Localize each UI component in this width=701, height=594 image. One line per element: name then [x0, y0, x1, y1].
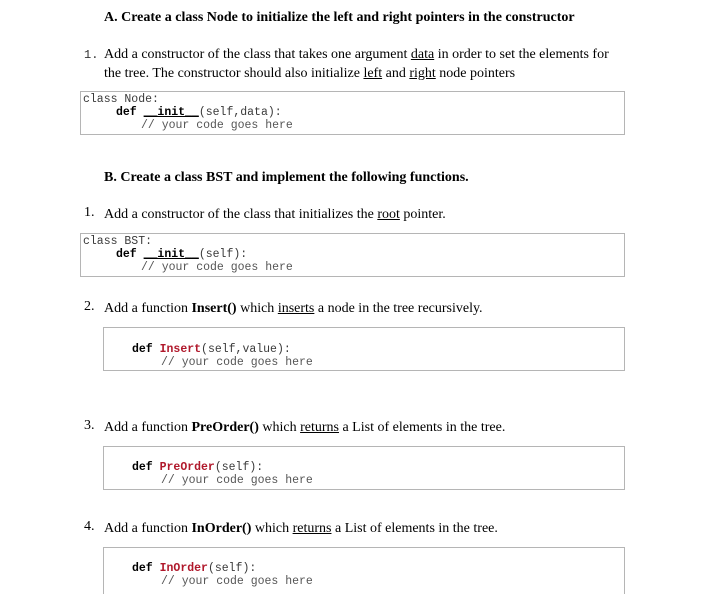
list-item-text: [104, 45, 624, 83]
text: Add a function: [104, 301, 192, 316]
underlined-term: inserts: [277, 301, 315, 316]
function-ref: PreOrder(): [191, 420, 259, 435]
code-block: [103, 327, 625, 371]
code-args: (self):: [214, 461, 264, 474]
text: which: [258, 420, 301, 435]
text: a node in the tree recursively.: [314, 301, 483, 316]
code-line: class BST:: [83, 235, 153, 248]
code-block: [80, 233, 625, 277]
function-name: __init__: [143, 106, 199, 119]
function-name: Insert: [159, 343, 202, 356]
text: a List of elements in the tree.: [331, 521, 498, 536]
function-name: InOrder: [159, 562, 208, 575]
text: Add a function: [104, 521, 192, 536]
code-block: [103, 547, 625, 594]
text: and: [382, 66, 410, 81]
code-comment: // your code goes here: [161, 575, 313, 588]
function-ref: InOrder(): [191, 521, 252, 536]
list-number: 1.: [84, 205, 95, 220]
keyword: def: [132, 461, 153, 474]
code-line: [116, 248, 247, 261]
text: in order to set the elements for the tree. The constructor should also initialize: [104, 47, 609, 81]
keyword: def: [116, 106, 137, 119]
underlined-term: returns: [300, 420, 339, 435]
code-line: class Node:: [83, 93, 159, 106]
keyword: def: [132, 343, 153, 356]
list-number: 3.: [84, 418, 95, 433]
code-line: [132, 343, 291, 356]
list-item-text: [104, 519, 498, 538]
code-line: [132, 562, 256, 575]
list-item-text: [104, 205, 446, 224]
section-b-heading: B. Create a class BST and implement the following functions.: [104, 170, 469, 185]
function-name: __init__: [143, 248, 199, 261]
code-args: (self,data):: [198, 106, 282, 119]
underlined-term: root: [377, 207, 400, 222]
code-line: [132, 461, 263, 474]
list-number: 2.: [84, 299, 95, 314]
text: pointer.: [399, 207, 446, 222]
text: Add a function: [104, 420, 192, 435]
code-block: [103, 446, 625, 490]
section-a-heading: A. Create a class Node to initialize the left and right pointers in the constructor: [104, 10, 575, 25]
keyword: def: [132, 562, 153, 575]
code-comment: // your code goes here: [141, 261, 293, 274]
underlined-term: data: [410, 47, 435, 62]
text: Add a constructor of the class that initializes the: [104, 207, 378, 222]
code-args: (self):: [198, 248, 248, 261]
list-item-text: [104, 418, 505, 437]
code-comment: // your code goes here: [161, 356, 313, 369]
underlined-term: right: [409, 66, 436, 81]
text: which: [251, 521, 293, 536]
text: which: [236, 301, 278, 316]
text: node pointers: [435, 66, 516, 81]
text: a List of elements in the tree.: [338, 420, 506, 435]
underlined-term: returns: [292, 521, 332, 536]
code-comment: // your code goes here: [161, 474, 313, 487]
underlined-term: left: [363, 66, 383, 81]
text: Add a constructor of the class that takes one argument: [104, 47, 411, 62]
code-line: [116, 106, 282, 119]
code-args: (self):: [207, 562, 257, 575]
code-comment: // your code goes here: [141, 119, 293, 132]
code-block: [80, 91, 625, 135]
list-item-text: [104, 299, 483, 318]
keyword: def: [116, 248, 137, 261]
list-number: 4.: [84, 519, 95, 534]
code-args: (self,value):: [201, 343, 291, 356]
function-name: PreOrder: [159, 461, 215, 474]
list-number: 1.: [84, 48, 99, 62]
function-ref: Insert(): [191, 301, 237, 316]
